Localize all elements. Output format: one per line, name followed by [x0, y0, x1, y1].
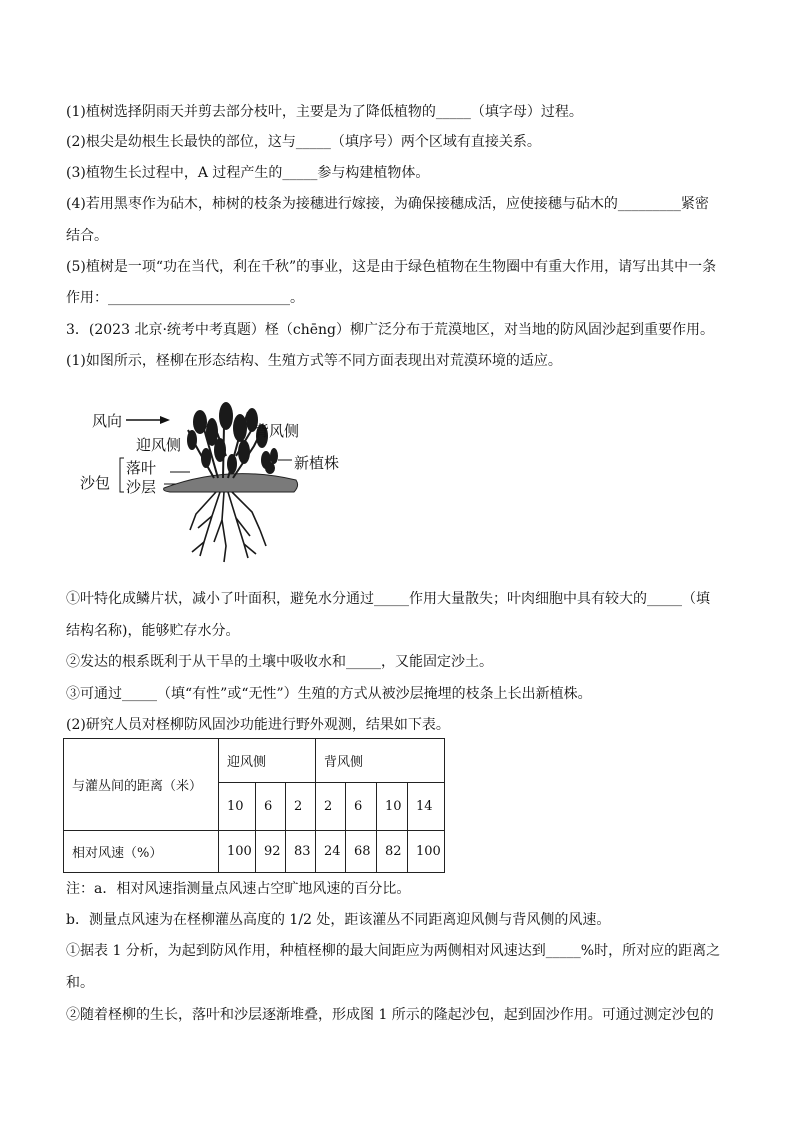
speed-cell: 83: [286, 831, 316, 873]
table-note-a: 注：a．相对风速指测量点风速占空旷地风速的百分比。: [66, 881, 411, 897]
table-question-2: ②随着柽柳的生长，落叶和沙层逐渐堆叠，形成图 1 所示的隆起沙包，起到固沙作用。可通过测定沙包的: [66, 1007, 714, 1023]
sand-bag-label: 沙包: [80, 474, 111, 492]
leeward-header: 背风侧: [316, 739, 445, 783]
wind-speed-table: [63, 738, 445, 873]
distance-row-header: 与灌丛间的距离（米）: [64, 739, 219, 831]
question-3-part-1: (1)如图所示，柽柳在形态结构、生殖方式等不同方面表现出对荒漠环境的适应。: [66, 353, 562, 369]
question-2-part-4-line-1: (4)若用黑枣作为砧木，柿树的枝条为接穗进行嫁接，为确保接穗成活，应使接穗与砧木的_________紧密: [66, 196, 709, 212]
sand-layer-label: 沙层: [126, 478, 157, 496]
subquestion-1-line-1: ①叶特化成鳞片状，减小了叶面积，避免水分通过_____作用大量散失；叶肉细胞中具有较大的_____（填: [66, 591, 710, 607]
question-2-part-5-line-2: 作用：__________________________。: [66, 290, 304, 306]
distance-cell: 10: [377, 783, 408, 831]
tamarisk-figure: [78, 396, 378, 566]
question-2-part-2: (2)根尖是幼根生长最快的部位，这与_____（填序号）两个区域有直接关系。: [66, 134, 541, 150]
wind-direction-label: 风向: [92, 412, 123, 430]
new-plant-label: 新植株: [294, 454, 340, 472]
subquestion-3: ③可通过_____（填“有性”或“无性”）生殖的方式从被沙层掩埋的枝条上长出新植株。: [66, 686, 592, 702]
table-question-1-line-1: ①据表 1 分析，为起到防风作用，种植柽柳的最大间距应为两侧相对风速达到_____%时，所对应的距离之: [66, 943, 721, 959]
speed-cell: 24: [316, 831, 346, 873]
speed-cell: 68: [346, 831, 377, 873]
distance-cell: 14: [408, 783, 445, 831]
table-note-b: b．测量点风速为在柽柳灌丛高度的 1/2 处，距该灌丛不同距离迎风侧与背风侧的风速。: [66, 912, 611, 928]
distance-cell: 2: [316, 783, 346, 831]
leeward-side-label: 背风侧: [254, 422, 300, 440]
windward-side-label: 迎风侧: [136, 436, 182, 454]
tamarisk-illustration: [78, 396, 378, 566]
question-2-part-5-line-1: (5)植树是一项“功在当代，利在千秋”的事业，这是由于绿色植物在生物圈中有重大作用，请写出其中一条: [66, 259, 717, 275]
distance-cell: 10: [219, 783, 256, 831]
speed-row-header: 相对风速（%）: [64, 831, 219, 873]
speed-cell: 82: [377, 831, 408, 873]
windward-header: 迎风侧: [219, 739, 316, 783]
speed-cell: 92: [256, 831, 286, 873]
distance-cell: 6: [256, 783, 286, 831]
question-3-stem: 3．(2023 北京·统考中考真题）柽（chēng）柳广泛分布于荒漠地区，对当地的防风固沙起到重要作用。: [66, 322, 715, 338]
distance-cell: 6: [346, 783, 377, 831]
question-2-part-1: (1)植树选择阴雨天并剪去部分枝叶，主要是为了降低植物的_____（填字母）过程。: [66, 104, 583, 120]
subquestion-1-line-2: 结构名称)，能够贮存水分。: [66, 623, 240, 639]
distance-cell: 2: [286, 783, 316, 831]
question-2-part-3: (3)植物生长过程中，A 过程产生的_____参与构建植物体。: [66, 165, 430, 181]
question-2-part-4-line-2: 结合。: [66, 228, 108, 244]
fallen-leaves-label: 落叶: [126, 459, 157, 477]
question-3-part-2: (2)研究人员对柽柳防风固沙功能进行野外观测，结果如下表。: [66, 717, 450, 733]
speed-cell: 100: [219, 831, 256, 873]
table-question-1-line-2: 和。: [66, 975, 94, 991]
speed-cell: 100: [408, 831, 445, 873]
subquestion-2: ②发达的根系既利于从干旱的土壤中吸收水和_____，又能固定沙土。: [66, 654, 493, 670]
